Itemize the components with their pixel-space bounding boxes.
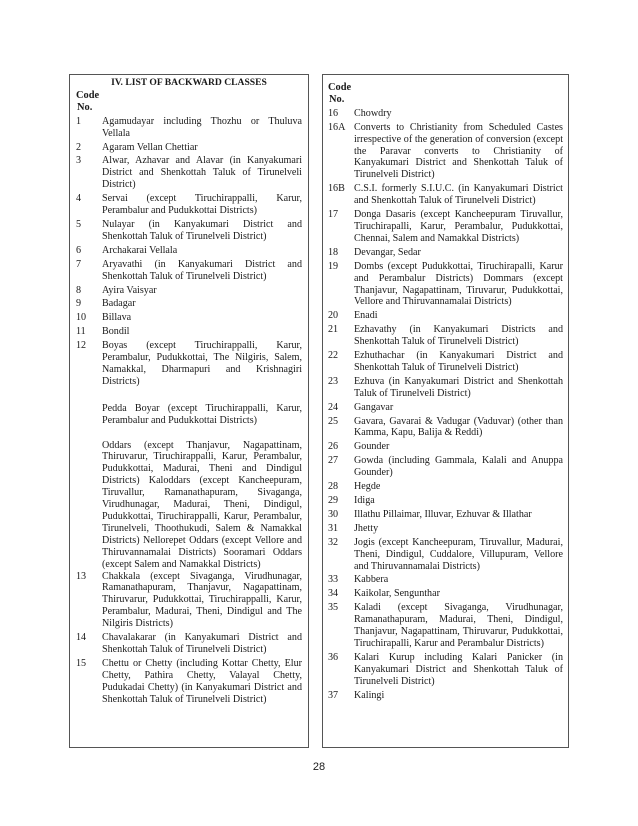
list-item-text: Ezhavathy (in Kanyakumari Districts and Shenkottah Taluk of Tirunelveli District): [354, 324, 563, 348]
list-item-text: Converts to Christianity from Scheduled Castes irrespective of the generation of conversion (except the Paravar converts to Christianity of Kanyakumari District and Shenkottah Taluk of Tirunelveli District): [354, 121, 563, 181]
list-item: [76, 312, 302, 324]
list-item-code: 25: [328, 415, 339, 427]
list-item: [328, 495, 563, 507]
list-item: [328, 602, 563, 650]
list-item-code: 20: [328, 310, 339, 322]
list-item: [328, 652, 563, 688]
list-item-text: Donga Dasaris (except Kancheepuram Tiruvallur, Tiruchirapalli, Karur, Perambalur, Pudukkottai, Chennai, Salem and Namakkal Districts): [354, 209, 563, 244]
list-item-text: Chakkala (except Sivaganga, Virudhunagar, Ramanathapuram, Thanjavur, Nagapattinam, Thiruvarur, Pudukkottai, Tiruchirappalli, Karur, Perambalur, Madurai, Theni, Dindigul and The Nilgiris Districts): [102, 570, 302, 630]
list-item: [328, 247, 563, 259]
list-item-text: Kalari Kurup including Kalari Panicker (in Kanyakumari District and Shenkottah Taluk of Tirunelveli District): [354, 651, 563, 687]
no-label: No.: [329, 93, 345, 105]
list-item-code: 7: [76, 258, 82, 270]
list-item-code: 24: [328, 401, 339, 413]
list-item-text: Ezhuva (in Kanyakumari District and Shenkottah Taluk of Tirunelveli District): [354, 375, 563, 399]
list-item: [328, 122, 563, 182]
list-item: [328, 455, 563, 479]
list-item: [328, 310, 563, 322]
list-item: [328, 509, 563, 521]
list-item-text: Alwar, Azhavar and Alavar (in Kanyakumari District and Shenkottah Taluk of Tirunelveli District): [102, 155, 302, 191]
list-item-code: 12: [76, 340, 87, 352]
list-item: [328, 183, 563, 207]
left-entry-list-2: [76, 571, 302, 706]
list-item-code: 21: [328, 324, 339, 336]
list-item-subentry: Pedda Boyar (except Tiruchirappalli, Karur, Perambalur and Pudukkottai Districts): [102, 402, 302, 426]
list-item-subentry: Oddars (except Thanjavur, Nagapattinam, Thiruvarur, Tiruchirappalli, Karur, Perambalur, Pudukkottai, Madurai, Theni and Dindigul Districts) Kaloddars (except Kancheepuram, Tiruvallur, Ramanathapuram, Sivaganga, Virudhunagar, Madurai, Theni, Dindigul, Pudukkottai, Tiruchirappalli, Karur, Perambalur, Tirunelveli, Thoothukudi, Salem & Namakkal Districts) Nellorepet Oddars (except Vellore and Thiruvannamalai Districts) Sooramari Oddars (except Salem and Namakkal Districts): [102, 439, 302, 570]
list-item-text: Kalingi: [354, 689, 385, 701]
list-item-text: Kabbera: [354, 574, 389, 586]
list-item-text: Servai (except Tiruchirappalli, Karur, Perambalur and Pudukkottai Districts): [102, 193, 302, 217]
list-item: [328, 376, 563, 400]
list-item-code: 32: [328, 536, 339, 548]
list-item-code: 16A: [328, 121, 346, 133]
list-item-text: Bondil: [102, 326, 130, 338]
list-item-text: Kaladi (except Sivaganga, Virudhunagar, Ramanathapuram, Madurai, Theni, Dindigul, Thanjavur, Nagapattinam, Thiruvarur, Pudukkottai, Tiruchirapalli, Karur and Perambalur Districts): [354, 602, 563, 649]
list-item-text: Archakarai Vellala: [102, 244, 178, 256]
list-item-code: 28: [328, 481, 339, 493]
list-item: [76, 340, 302, 388]
list-item-code: 34: [328, 588, 339, 600]
list-item-code: 36: [328, 651, 339, 663]
list-item-code: 18: [328, 246, 339, 258]
list-item-text: Ezhuthachar (in Kanyakumari District and Shenkottah Taluk of Tirunelveli District): [354, 350, 563, 373]
list-item-text: Chavalakarar (in Kanyakumari District and Shenkottah Taluk of Tirunelveli District): [102, 632, 302, 655]
list-item-text: Gowda (including Gammala, Kalali and Anuppa Gounder): [354, 455, 563, 479]
list-item-code: 35: [328, 602, 339, 614]
code-label: Code: [76, 89, 100, 101]
list-item-text: Chettu or Chetty (including Kottar Chetty, Elur Chetty, Pathira Chetty, Valayal Chetty, Pudukadai Chetty) (in Kanyakumari District and Shenkottah Taluk of Tirunelveli District): [102, 657, 302, 705]
list-item-code: 8: [76, 284, 82, 296]
list-item: [76, 326, 302, 338]
right-entry-list: [328, 108, 563, 702]
list-item: [328, 690, 563, 702]
list-item: [328, 261, 563, 309]
list-item-code: 33: [328, 574, 339, 586]
list-item-text: Devangar, Sedar: [354, 246, 421, 258]
list-item-code: 19: [328, 260, 339, 272]
list-item-code: 31: [328, 522, 339, 534]
list-item-text: Jogis (except Kancheepuram, Tiruvallur, Madurai, Theni, Dindigul, Cuddalore, Villupuram, Vellore and Thiruvannamalai Districts): [354, 536, 563, 572]
list-item: [76, 219, 302, 243]
list-item-text: Dombs (except Pudukkottai, Tiruchirapalli, Karur and Perambalur Districts) Dommars (except Thanjavur, Nagapattinam, Tiruvarur, Pudukkottai, Vellore and Thiruvannamalai Districts): [354, 260, 563, 308]
list-item: [76, 116, 302, 140]
list-item-code: 26: [328, 441, 339, 453]
list-item-text: Kaikolar, Sengunthar: [354, 588, 440, 600]
list-item: [76, 259, 302, 283]
list-item-code: 22: [328, 350, 339, 362]
list-item-text: C.S.I. formerly S.I.U.C. (in Kanyakumari District and Shenkottah Taluk of Tirunelveli District): [354, 183, 563, 207]
list-item-text: Badagar: [102, 298, 136, 310]
list-item-code: 4: [76, 193, 82, 205]
list-item-code: 15: [76, 657, 87, 669]
list-item-code: 16B: [328, 183, 345, 195]
list-item: [328, 108, 563, 120]
list-item-text: Hegde: [354, 481, 381, 493]
list-item: [328, 574, 563, 586]
list-item: [328, 416, 563, 440]
no-label: No.: [77, 101, 93, 113]
list-item-code: 23: [328, 375, 339, 387]
list-item-code: 5: [76, 218, 82, 230]
list-item-code: 13: [76, 570, 87, 582]
list-item: [328, 324, 563, 348]
list-item-text: Boyas (except Tiruchirappalli, Karur, Perambalur, Pudukkottai, The Nilgiris, Salem, Namakkal, Dharmapuri and Krishnagiri Districts): [102, 340, 302, 387]
list-item-text: Nulayar (in Kanyakumari District and Shenkottah Taluk of Tirunelveli District): [102, 218, 302, 242]
list-item: [76, 193, 302, 217]
list-item-code: 3: [76, 155, 82, 167]
list-item: [76, 298, 302, 310]
list-item: [328, 523, 563, 535]
list-item-text: Chowdry: [354, 107, 392, 119]
list-item: [328, 350, 563, 374]
list-item: [76, 632, 302, 656]
list-item-code: 37: [328, 689, 339, 701]
left-column: [69, 74, 309, 748]
list-item-text: Agamudayar including Thozhu or Thuluva Vellala: [102, 115, 302, 139]
list-item-text: Aryavathi (in Kanyakumari District and Shenkottah Taluk of Tirunelveli District): [102, 258, 302, 282]
list-item-text: Agaram Vellan Chettiar: [102, 141, 198, 153]
list-item-code: 17: [328, 209, 339, 221]
list-item: [328, 402, 563, 414]
list-item-code: 29: [328, 495, 339, 506]
list-item-code: 10: [76, 312, 87, 324]
right-column: [322, 74, 569, 748]
list-item-text: Gangavar: [354, 401, 394, 413]
list-item-code: 6: [76, 244, 82, 256]
code-label: Code: [328, 82, 352, 93]
list-item-code: 14: [76, 632, 87, 644]
left-entry-list: [76, 116, 302, 388]
list-item-code: 27: [328, 455, 339, 467]
list-item: [76, 245, 302, 257]
list-item-code: 11: [76, 326, 86, 338]
list-item-code: 1: [76, 115, 82, 127]
list-item: [76, 658, 302, 706]
list-item: [328, 209, 563, 245]
list-item: [328, 441, 563, 453]
list-item-text: Gounder: [354, 441, 390, 453]
list-item-code: 16: [328, 107, 339, 119]
list-heading: IV. LIST OF BACKWARD CLASSES: [111, 77, 267, 88]
list-item-text: Jhetty: [354, 522, 379, 534]
page-number: 28: [312, 761, 326, 773]
list-item-text: Enadi: [354, 310, 378, 322]
list-item-code: 2: [76, 141, 82, 153]
list-item: [76, 142, 302, 154]
list-item: [76, 285, 302, 297]
list-item-code: 9: [76, 298, 82, 310]
list-item: [328, 537, 563, 573]
list-item: [76, 571, 302, 631]
list-item-text: Idiga: [354, 495, 375, 506]
list-item-text: Ayira Vaisyar: [102, 284, 157, 296]
list-item-text: Gavara, Gavarai & Vadugar (Vaduvar) (other than Kamma, Kapu, Balija & Reddi): [354, 415, 563, 439]
list-item: [328, 588, 563, 600]
list-item-text: Illathu Pillaimar, Illuvar, Ezhuvar & Illathar: [354, 508, 532, 520]
list-item-code: 30: [328, 508, 339, 520]
list-item: [328, 481, 563, 493]
list-item-text: Billava: [102, 312, 132, 324]
list-item: [76, 155, 302, 191]
